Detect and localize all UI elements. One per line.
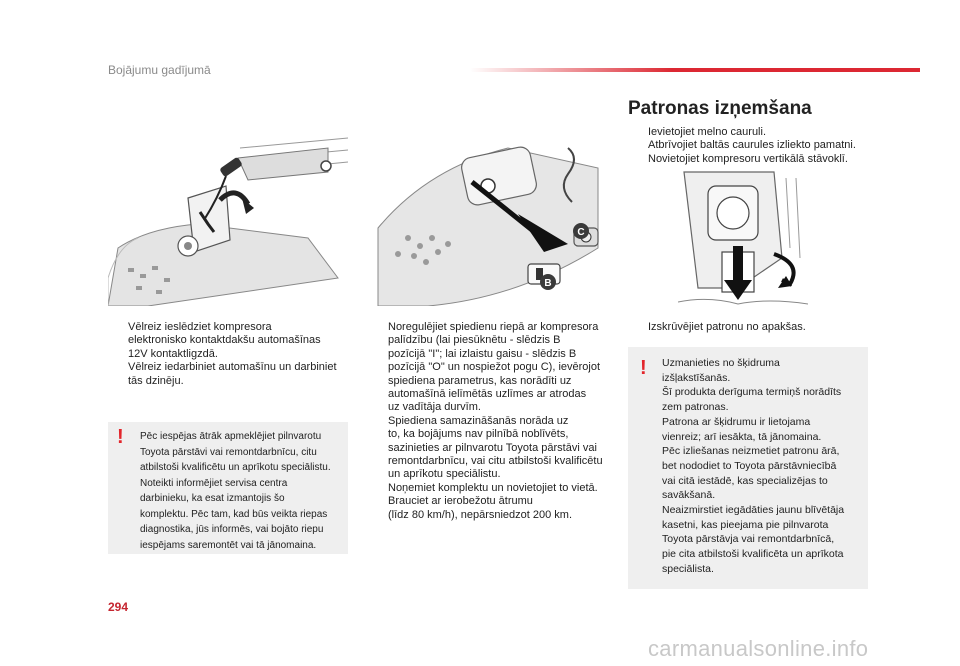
callout-c-label: C [577,227,585,238]
section-heading: Patronas izņemšana [628,98,812,119]
warning-box-liquid [628,347,868,589]
list-item: Vēlreiz iedarbiniet automašīnu un darbiniet tās dzinēju. [128,361,337,387]
warning-box-service [108,422,348,554]
warning-icon: ! [640,357,647,379]
watermark: carmanualsonline.info [648,636,869,661]
list-item: Vēlreiz ieslēdziet kompresora elektronisko kontaktdakšu automašīnas 12V kontaktligzdā. [128,321,321,360]
illustration-cartridge-removal [678,168,808,308]
list-item: Noņemiet komplektu un novietojiet to vietā. [388,481,598,494]
list-item: Noregulējiet spiedienu riepā ar kompresora palīdzību (lai piesūknētu - slēdzis B pozīcijā "I"; lai izlaistu gaisu - slēdzis B pozīcijā "O" un nospiežot pogu C), ievērojot spiediena parametrus, kas norādīti uz automašīnā ielīmētās uzlīmes ar atrodas uz vadītāja durvīm. Spiediena samazināšanās norāda uz to, ka bojājums nav pilnībā noblīvēts, sazinieties ar pilnvarotu Toyota pārstāvi vai remontdarbnīcu, vai citu atbilstoši kvalificētu un aprīkotu speciālistu. [388,321,603,481]
header-accent-bar [470,68,920,72]
page-number: 294 [108,600,129,614]
pressure-steps [368,321,618,522]
illustration-plug-insertion [108,128,348,306]
list-item: Izskrūvējiet patronu no apakšas. [648,321,806,333]
list-item: Ievietojiet melno cauruli. [648,126,767,138]
unscrew-step [628,321,878,334]
reconnect-steps [108,321,358,388]
section-title: Bojājumu gadījumā [108,63,211,77]
list-item: Novietojiet kompresoru vertikālā stāvoklī. [648,152,848,165]
callout-b-label: B [544,278,552,289]
list-item: Atbrīvojiet baltās caurules izliekto pamatni. [648,139,856,152]
warning-icon: ! [117,426,124,448]
cartridge-removal-steps [628,126,888,166]
warning-text: Uzmanieties no šķidruma izšļakstīšanās. Šī produkta derīguma termiņš norādīts zem patronas. Patrona ar šķidrumu ir lietojama vienreiz; arī iesākta, tā jānomaina. Pēc izliešanas neizmetiet patronu ārā, bet nododiet to Toyota pārstāvniecībā vai citā iestādē, kas specializējas to savākšanā. Neaizmirstiet iegādāties jaunu blīvētāja kasetni, kas pieejama pie pilnvarota Toyota pārstāvja vai remontdarbnīcā, pie cita atbilstoši kvalificēta un aprīkota speciālista. [662,357,845,575]
illustration-pressure-adjust [368,128,608,306]
warning-text: Pēc iespējas ātrāk apmeklējiet pilnvarotu Toyota pārstāvi vai remontdarbnīcu, citu atbilstoši kvalificētu un aprīkotu speciālistu. Noteikti informējiet servisa centra darbinieku, ka esat izmantojis šo komplektu. Pēc tam, kad būs veikta riepas diagnostika, jūs informēs, vai bojāto riepu iespējams saremontēt vai tā jānomaina. [140,431,331,551]
list-item: Brauciet ar ierobežotu ātrumu (līdz 80 km/h), nepārsniedzot 200 km. [388,495,573,521]
